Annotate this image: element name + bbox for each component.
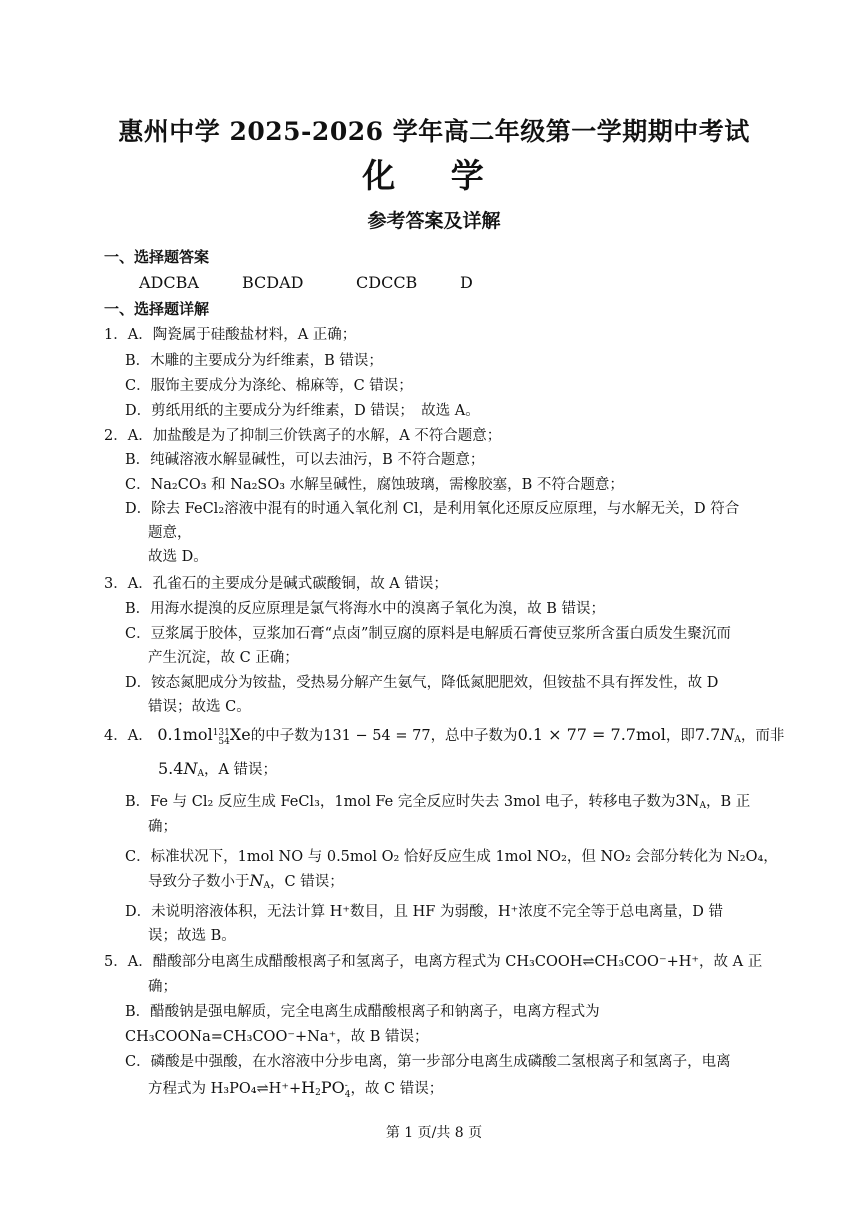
q2-line-d3: 故选 D。 [148, 549, 208, 565]
q4-a-mol: 0.1mol [157, 725, 213, 744]
q5-line-c2 [148, 1077, 443, 1100]
q4-a-eq2: 0.1 × 77 = 7.7mol [517, 725, 666, 744]
q2-line-d1: D．除去 FeCl₂溶液中混有的时通入氧化剂 Cl，是利用氧化还原反应原理，与水解无关，D 符合 [125, 501, 740, 517]
q5-line-a2: 确； [148, 979, 177, 995]
q4-b1-text: B．Fe 与 Cl₂ 反应生成 FeCl₃，1mol Fe 完全反应时失去 3mol 电子，转移电子数为 [125, 794, 676, 810]
q2-line-c: C．Na₂CO₃ 和 Na₂SO₃ 水解呈碱性，腐蚀玻璃，需橡胶塞，B 不符合题意； [125, 477, 624, 493]
q4-line-c2 [148, 870, 344, 891]
subject-title: 化 学 [362, 156, 506, 195]
q5-line-b2: CH₃COONa=CH₃COO⁻+Na⁺，故 B 错误； [125, 1029, 429, 1045]
q4-a2-na-sub: A [197, 769, 204, 779]
q4-a-atomic-number: 54 [218, 737, 230, 747]
section-heading-explanations: 一、选择题详解 [104, 300, 210, 318]
q4-b1-val: 3N [675, 791, 700, 810]
q4-a-na-sub: A [734, 735, 741, 745]
q5-line-a1: 5．A．醋酸部分电离生成醋酸根离子和氢离子，电离方程式为 CH₃COOH⇌CH₃COO⁻+H⁺，故 A 正 [104, 954, 763, 970]
q4-a2-val: 5.4 [158, 759, 184, 778]
q1-line-d: D．剪纸用纸的主要成分为纤维素，D 错误； 故选 A。 [125, 403, 480, 419]
q2-line-d2: 题意， [148, 525, 192, 541]
q3-line-b: B．用海水提溴的反应原理是氯气将海水中的溴离子氧化为溴，故 B 错误； [125, 601, 606, 617]
q4-a-text4: ，而非 [740, 728, 785, 744]
q4-line-d1: D．未说明溶液体积，无法计算 H⁺数目，且 HF 为弱酸，H⁺浓度不完全等于总电离量，D 错 [125, 904, 723, 920]
page-title: 惠州中学 2025-2026 学年高二年级第一学期期中考试 [118, 117, 750, 146]
q1-line-c: C．服饰主要成分为涤纶、棉麻等，C 错误； [125, 378, 413, 394]
q4-line-b2: 确； [148, 819, 177, 835]
subtitle: 参考答案及详解 [367, 210, 501, 232]
q5-line-c1: C．磷酸是中强酸，在水溶液中分步电离，第一步部分电离生成磷酸二氢根离子和氢离子，电离 [125, 1054, 731, 1070]
q4-a2-text: ，A 错误； [203, 762, 278, 778]
section-heading-answers: 一、选择题答案 [104, 248, 210, 266]
q1-line-b: B．木雕的主要成分为纤维素，B 错误； [125, 353, 383, 369]
q5-line-b1: B．醋酸钠是强电解质，完全电离生成醋酸根离子和钠离子，电离方程式为 [125, 1004, 600, 1020]
q4-a2-na: N [183, 759, 198, 778]
page-footer: 第 1 页/共 8 页 [385, 1125, 483, 1141]
q4-a-eq1: 131 − 54 = 77 [323, 728, 431, 744]
q5-c2-end: ，故 C 错误； [350, 1081, 444, 1097]
answer-group-4: D [460, 273, 473, 292]
q4-b1-end: ，B 正 [706, 794, 751, 810]
q4-a-prefix: 4．A． [104, 728, 153, 744]
q5-c2-pre: 方程式为 H₃PO₄⇌H⁺+ [148, 1081, 302, 1097]
q4-line-c1: C．标准状况下，1mol NO 与 0.5mol O₂ 恰好反应生成 1mol NO₂，但 NO₂ 会部分转化为 N₂O₄， [125, 849, 778, 865]
q3-line-d1: D．铵态氮肥成分为铵盐，受热易分解产生氨气，降低氮肥肥效，但铵盐不具有挥发性，故 D [125, 675, 719, 691]
q4-line-a2 [158, 758, 277, 779]
q4-a-val1: 7.7 [694, 725, 721, 744]
q5-c2-minus: - [344, 1081, 348, 1091]
q4-a-element: Xe [229, 725, 251, 744]
q4-a-text1: 的中子数为 [250, 728, 324, 744]
q4-a-text2: ，总中子数为 [430, 728, 518, 744]
q5-c2-2: 2 [315, 1088, 321, 1098]
answer-group-2: BCDAD [242, 273, 304, 292]
q3-line-a: 3．A．孔雀石的主要成分是碱式碳酸铜，故 A 错误； [104, 576, 448, 592]
q4-line-d2: 误；故选 B。 [148, 928, 236, 944]
q4-a-text3: ，即 [665, 728, 695, 744]
answer-group-3: CDCCB [356, 273, 418, 292]
q5-c2-h: H [301, 1078, 316, 1097]
q3-line-c2: 产生沉淀，故 C 正确； [148, 650, 299, 666]
q2-line-b: B．纯碱溶液水解显碱性，可以去油污，B 不符合题意； [125, 452, 485, 468]
q4-c2-na-sub: A [263, 881, 270, 891]
q2-line-a: 2．A．加盐酸是为了抑制三价铁离子的水解，A 不符合题意； [104, 428, 502, 444]
q5-c2-po: PO [320, 1078, 345, 1097]
q4-c2-pre: 导致分子数小于 [148, 874, 250, 890]
q3-line-d2: 错误；故选 C。 [148, 699, 251, 715]
q4-line-b1 [125, 790, 750, 811]
q4-line-a [104, 724, 784, 747]
q3-line-c1: C．豆浆属于胶体，豆浆加石膏“点卤”制豆腐的原料是电解质石膏使豆浆所含蛋白质发生聚沉而 [125, 626, 731, 642]
answer-group-1: ADCBA [139, 273, 199, 292]
q5-c2-4: 4 [344, 1090, 351, 1100]
q1-line-a: 1．A．陶瓷属于硅酸盐材料，A 正确； [104, 327, 357, 343]
q4-a-na: N [720, 725, 735, 744]
q4-b1-sub: A [699, 801, 707, 811]
q4-a-mass-number: 131 [212, 728, 230, 738]
q4-c2-na: N [249, 871, 264, 890]
q4-c2-end: ，C 错误； [270, 874, 344, 890]
